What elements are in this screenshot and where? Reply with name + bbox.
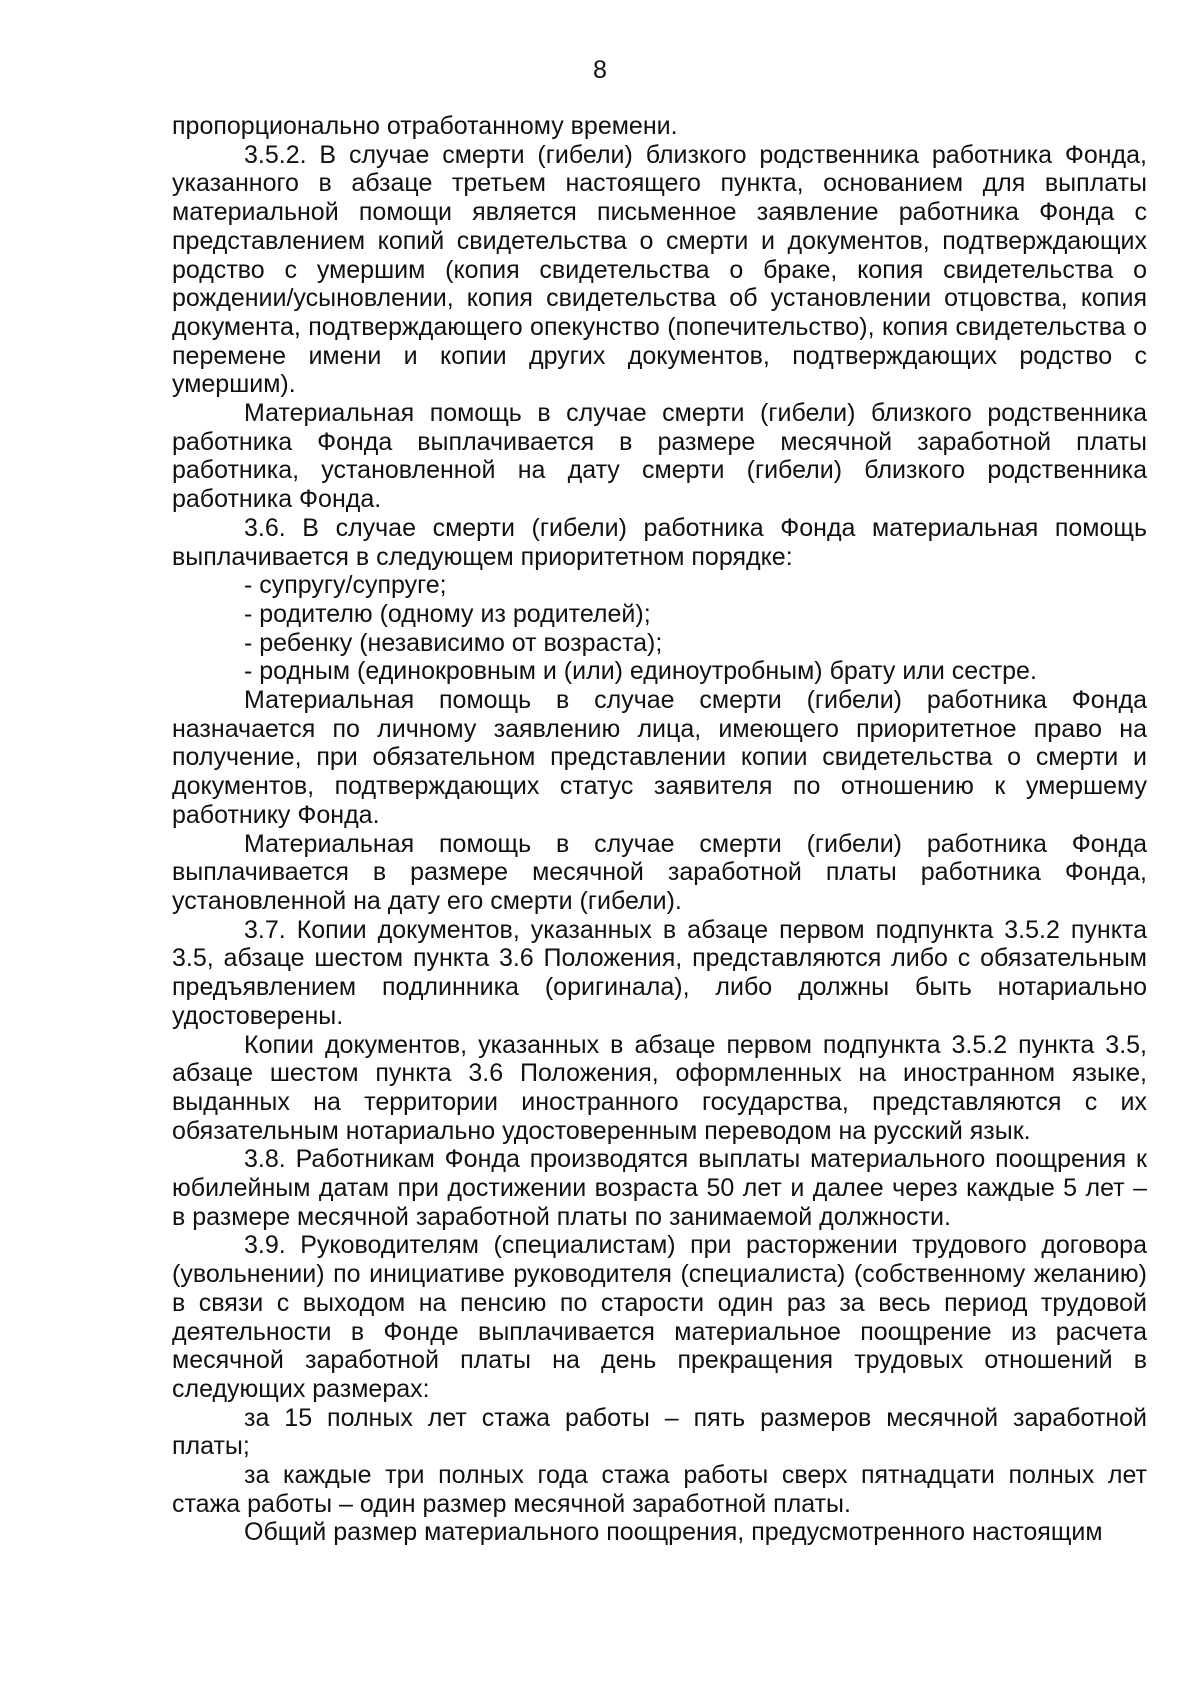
- paragraph-3-6: 3.6. В случае смерти (гибели) работника Фонда материальная помощь выплачивается в следующем приоритетном порядке:: [172, 513, 1147, 571]
- list-item-parent: - родителю (одному из родителей);: [244, 599, 651, 628]
- page-number: 8: [593, 56, 607, 84]
- document-body: [172, 112, 1147, 1547]
- paragraph-aid-amount: Материальная помощь в случае смерти (гибели) работника Фонда выплачивается в размере месячной заработной платы работника Фонда, установленной на дату его смерти (гибели).: [172, 829, 1147, 915]
- paragraph-each-three-years: за каждые три полных года стажа работы сверх пятнадцати полных лет стажа работы – один размер месячной заработной платы.: [172, 1461, 1147, 1518]
- list-item-spouse: - супругу/супруге;: [244, 571, 447, 600]
- list-item-child: - ребенку (независимо от возраста);: [244, 628, 663, 657]
- list-item-sibling: - родным (единокровным и (или) единоутробным) брату или сестре.: [244, 657, 1037, 686]
- paragraph-total-amount: Общий размер материального поощрения, предусмотренного настоящим: [244, 1518, 1103, 1547]
- paragraph-3-7: 3.7. Копии документов, указанных в абзаце первом подпункта 3.5.2 пункта 3.5, абзаце шестом пункта 3.6 Положения, представляются либо с обязательным предъявлением подлинника (оригинала), либо должны быть нотариально удостоверены.: [172, 915, 1147, 1030]
- paragraph-3-5-2: 3.5.2. В случае смерти (гибели) близкого родственника работника Фонда, указанного в абзаце третьем настоящего пункта, основанием для выплаты материальной помощи является письменное заявление работника Фонда с представлением копий свидетельства о смерти и документов, подтверждающих родство с умершим (копия свидетельства о браке, копия свидетельства о рождении/усыновлении, копия свидетельства об установлении отцовства, копия документа, подтверждающего опекунство (попечительство), копия свидетельства о перемене имени и копии других документов, подтверждающих родство с умершим).: [172, 140, 1147, 399]
- paragraph-foreign-documents: Копии документов, указанных в абзаце первом подпункта 3.5.2 пункта 3.5, абзаце шестом пункта 3.6 Положения, оформленных на иностранном языке, выданных на территории иностранного государства, представляются с их обязательным нотариально удостоверенным переводом на русский язык.: [172, 1030, 1147, 1145]
- paragraph-relative-aid-amount: Материальная помощь в случае смерти (гибели) близкого родственника работника Фонда выплачивается в размере месячной заработной платы работника, установленной на дату смерти (гибели) близкого родственника работника Фонда.: [172, 399, 1147, 514]
- paragraph-3-9: 3.9. Руководителям (специалистам) при расторжении трудового договора (увольнении) по инициативе руководителя (специалиста) (собственному желанию) в связи с выходом на пенсию по старости один раз за весь период трудовой деятельности в Фонде выплачивается материальное поощрение из расчета месячной заработной платы на день прекращения трудовых отношений в следующих размерах:: [172, 1231, 1147, 1403]
- paragraph-15-years: за 15 полных лет стажа работы – пять размеров месячной заработной платы;: [172, 1403, 1147, 1461]
- paragraph-aid-application: Материальная помощь в случае смерти (гибели) работника Фонда назначается по личному заявлению лица, имеющего приоритетное право на получение, при обязательном представлении копии свидетельства о смерти и документов, подтверждающих статус заявителя по отношению к умершему работнику Фонда.: [172, 686, 1147, 829]
- paragraph-3-8: 3.8. Работникам Фонда производятся выплаты материального поощрения к юбилейным датам при достижении возраста 50 лет и далее через каждые 5 лет – в размере месячной заработной платы по занимаемой должности.: [172, 1145, 1147, 1231]
- paragraph-continuation: пропорционально отработанному времени.: [172, 112, 678, 140]
